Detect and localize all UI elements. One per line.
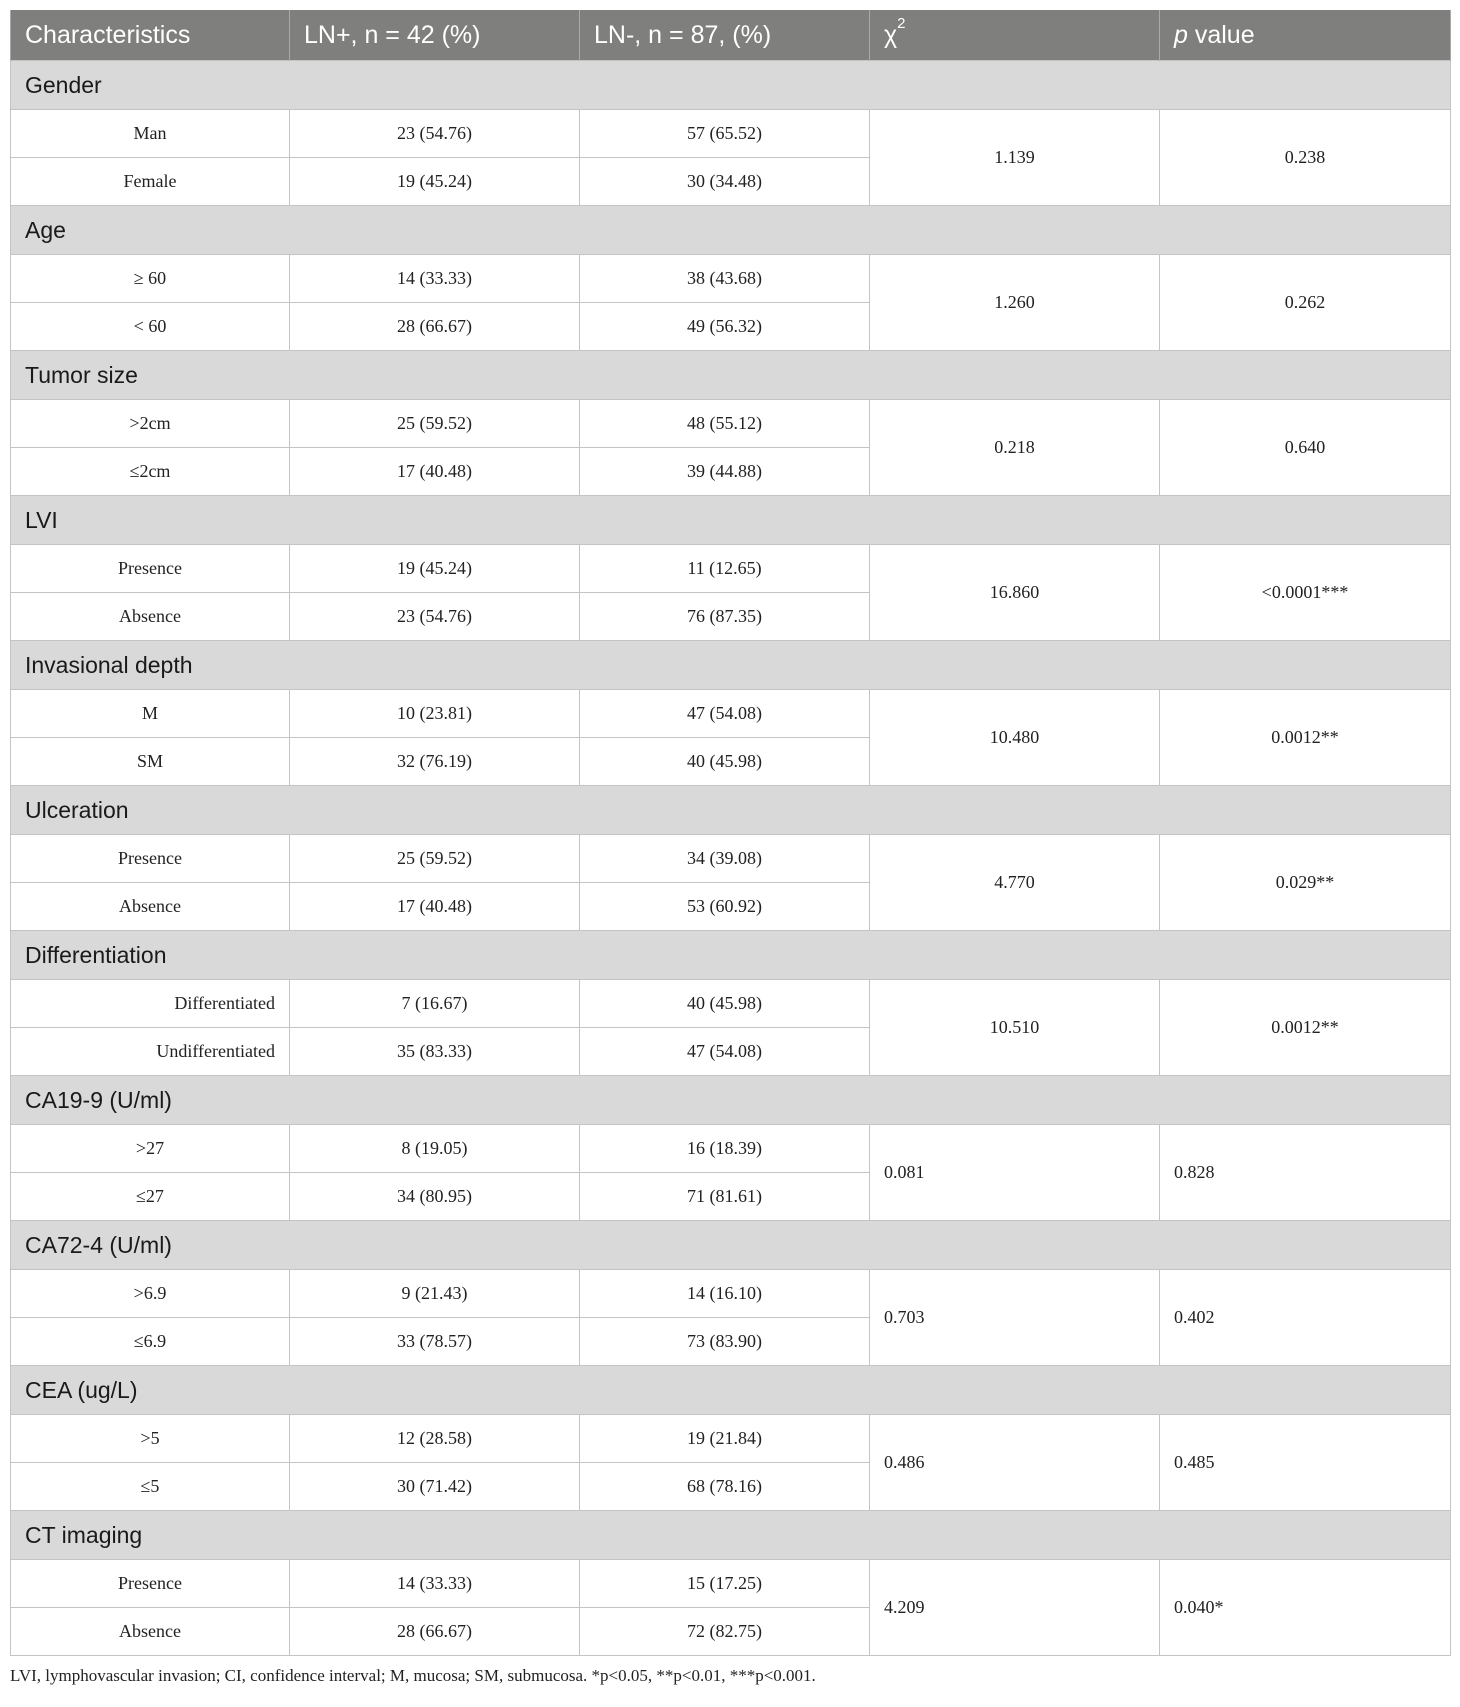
table-row	[11, 1415, 1451, 1463]
section-row	[11, 931, 1451, 980]
row-label: >6.9	[11, 1270, 290, 1318]
cell-p-value: 0.238	[1160, 110, 1451, 206]
row-label: >5	[11, 1415, 290, 1463]
cell-ln-negative: 72 (82.75)	[580, 1608, 870, 1656]
cell-chi-square: 4.209	[870, 1560, 1160, 1656]
section-row	[11, 496, 1451, 545]
cell-ln-positive: 9 (21.43)	[290, 1270, 580, 1318]
row-label: Presence	[11, 1560, 290, 1608]
cell-ln-positive: 7 (16.67)	[290, 980, 580, 1028]
header-characteristics: Characteristics	[11, 10, 290, 61]
cell-p-value: 0.640	[1160, 400, 1451, 496]
cell-ln-negative: 49 (56.32)	[580, 303, 870, 351]
cell-ln-positive: 10 (23.81)	[290, 690, 580, 738]
section-row	[11, 641, 1451, 690]
section-row	[11, 61, 1451, 110]
section-title: Differentiation	[11, 931, 1451, 980]
row-label: >2cm	[11, 400, 290, 448]
row-label: Absence	[11, 593, 290, 641]
row-label: ≤6.9	[11, 1318, 290, 1366]
cell-ln-negative: 47 (54.08)	[580, 690, 870, 738]
cell-p-value: <0.0001***	[1160, 545, 1451, 641]
cell-chi-square: 4.770	[870, 835, 1160, 931]
table-container	[10, 10, 1450, 1686]
header-ln-negative: LN-, n = 87, (%)	[580, 10, 870, 61]
section-title: CA19-9 (U/ml)	[11, 1076, 1451, 1125]
cell-ln-positive: 19 (45.24)	[290, 545, 580, 593]
row-label: Man	[11, 110, 290, 158]
table-footnote: LVI, lymphovascular invasion; CI, confidence interval; M, mucosa; SM, submucosa. *p<0.05, **p<0.01, ***p<0.001.	[10, 1666, 816, 1685]
cell-p-value: 0.0012**	[1160, 980, 1451, 1076]
row-label: ≤5	[11, 1463, 290, 1511]
cell-p-value: 0.040*	[1160, 1560, 1451, 1656]
cell-ln-positive: 23 (54.76)	[290, 110, 580, 158]
cell-ln-positive: 17 (40.48)	[290, 448, 580, 496]
section-row	[11, 786, 1451, 835]
cell-ln-positive: 35 (83.33)	[290, 1028, 580, 1076]
table-row	[11, 1125, 1451, 1173]
header-p-value	[1160, 10, 1451, 61]
section-row	[11, 1511, 1451, 1560]
cell-ln-negative: 40 (45.98)	[580, 738, 870, 786]
section-row	[11, 1221, 1451, 1270]
cell-p-value: 0.262	[1160, 255, 1451, 351]
table-row	[11, 255, 1451, 303]
p-italic: p	[1174, 20, 1188, 49]
cell-ln-negative: 14 (16.10)	[580, 1270, 870, 1318]
section-title: CT imaging	[11, 1511, 1451, 1560]
cell-ln-positive: 25 (59.52)	[290, 400, 580, 448]
section-title: CEA (ug/L)	[11, 1366, 1451, 1415]
results-table	[10, 10, 1451, 1656]
table-row	[11, 980, 1451, 1028]
table-row	[11, 400, 1451, 448]
section-row	[11, 351, 1451, 400]
section-title: CA72-4 (U/ml)	[11, 1221, 1451, 1270]
cell-ln-negative: 48 (55.12)	[580, 400, 870, 448]
section-title: Gender	[11, 61, 1451, 110]
section-row	[11, 206, 1451, 255]
cell-chi-square: 0.218	[870, 400, 1160, 496]
cell-chi-square: 0.081	[870, 1125, 1160, 1221]
cell-ln-positive: 23 (54.76)	[290, 593, 580, 641]
row-label: Female	[11, 158, 290, 206]
cell-chi-square: 16.860	[870, 545, 1160, 641]
cell-chi-square: 1.260	[870, 255, 1160, 351]
cell-ln-negative: 19 (21.84)	[580, 1415, 870, 1463]
chi-symbol: χ	[884, 20, 898, 49]
table-row	[11, 835, 1451, 883]
cell-p-value: 0.485	[1160, 1415, 1451, 1511]
row-label: Absence	[11, 1608, 290, 1656]
section-title: Age	[11, 206, 1451, 255]
cell-ln-positive: 14 (33.33)	[290, 1560, 580, 1608]
cell-ln-positive: 17 (40.48)	[290, 883, 580, 931]
cell-ln-positive: 19 (45.24)	[290, 158, 580, 206]
cell-p-value: 0.029**	[1160, 835, 1451, 931]
table-row	[11, 1270, 1451, 1318]
section-title: Ulceration	[11, 786, 1451, 835]
cell-ln-negative: 76 (87.35)	[580, 593, 870, 641]
row-label: Differentiated	[11, 980, 290, 1028]
cell-chi-square: 10.480	[870, 690, 1160, 786]
row-label: >27	[11, 1125, 290, 1173]
section-title: Tumor size	[11, 351, 1451, 400]
cell-ln-positive: 25 (59.52)	[290, 835, 580, 883]
cell-ln-positive: 28 (66.67)	[290, 1608, 580, 1656]
cell-ln-positive: 30 (71.42)	[290, 1463, 580, 1511]
cell-p-value: 0.828	[1160, 1125, 1451, 1221]
cell-ln-positive: 8 (19.05)	[290, 1125, 580, 1173]
row-label: M	[11, 690, 290, 738]
cell-ln-negative: 38 (43.68)	[580, 255, 870, 303]
cell-ln-negative: 71 (81.61)	[580, 1173, 870, 1221]
section-row	[11, 1366, 1451, 1415]
row-label: Absence	[11, 883, 290, 931]
cell-chi-square: 0.703	[870, 1270, 1160, 1366]
table-row	[11, 1560, 1451, 1608]
cell-ln-negative: 47 (54.08)	[580, 1028, 870, 1076]
table-row	[11, 690, 1451, 738]
cell-ln-negative: 11 (12.65)	[580, 545, 870, 593]
cell-chi-square: 0.486	[870, 1415, 1160, 1511]
cell-ln-negative: 73 (83.90)	[580, 1318, 870, 1366]
cell-ln-positive: 32 (76.19)	[290, 738, 580, 786]
section-title: Invasional depth	[11, 641, 1451, 690]
cell-ln-negative: 40 (45.98)	[580, 980, 870, 1028]
cell-ln-negative: 68 (78.16)	[580, 1463, 870, 1511]
row-label: Presence	[11, 545, 290, 593]
row-label: ≤27	[11, 1173, 290, 1221]
cell-ln-positive: 34 (80.95)	[290, 1173, 580, 1221]
cell-chi-square: 10.510	[870, 980, 1160, 1076]
cell-ln-negative: 15 (17.25)	[580, 1560, 870, 1608]
row-label: ≤2cm	[11, 448, 290, 496]
p-rest: value	[1187, 20, 1255, 49]
row-label: SM	[11, 738, 290, 786]
row-label: Undifferentiated	[11, 1028, 290, 1076]
header-row	[11, 10, 1451, 61]
table-row	[11, 110, 1451, 158]
row-label: Presence	[11, 835, 290, 883]
section-title: LVI	[11, 496, 1451, 545]
table-body	[11, 61, 1451, 1656]
cell-p-value: 0.402	[1160, 1270, 1451, 1366]
cell-chi-square: 1.139	[870, 110, 1160, 206]
cell-ln-positive: 33 (78.57)	[290, 1318, 580, 1366]
cell-ln-negative: 16 (18.39)	[580, 1125, 870, 1173]
header-chi-square	[870, 10, 1160, 61]
chi-superscript: 2	[897, 14, 906, 32]
cell-ln-negative: 34 (39.08)	[580, 835, 870, 883]
cell-ln-negative: 57 (65.52)	[580, 110, 870, 158]
cell-ln-positive: 12 (28.58)	[290, 1415, 580, 1463]
cell-ln-positive: 28 (66.67)	[290, 303, 580, 351]
cell-ln-negative: 30 (34.48)	[580, 158, 870, 206]
cell-ln-negative: 39 (44.88)	[580, 448, 870, 496]
cell-ln-negative: 53 (60.92)	[580, 883, 870, 931]
cell-ln-positive: 14 (33.33)	[290, 255, 580, 303]
row-label: < 60	[11, 303, 290, 351]
cell-p-value: 0.0012**	[1160, 690, 1451, 786]
header-ln-positive: LN+, n = 42 (%)	[290, 10, 580, 61]
section-row	[11, 1076, 1451, 1125]
row-label: ≥ 60	[11, 255, 290, 303]
table-row	[11, 545, 1451, 593]
